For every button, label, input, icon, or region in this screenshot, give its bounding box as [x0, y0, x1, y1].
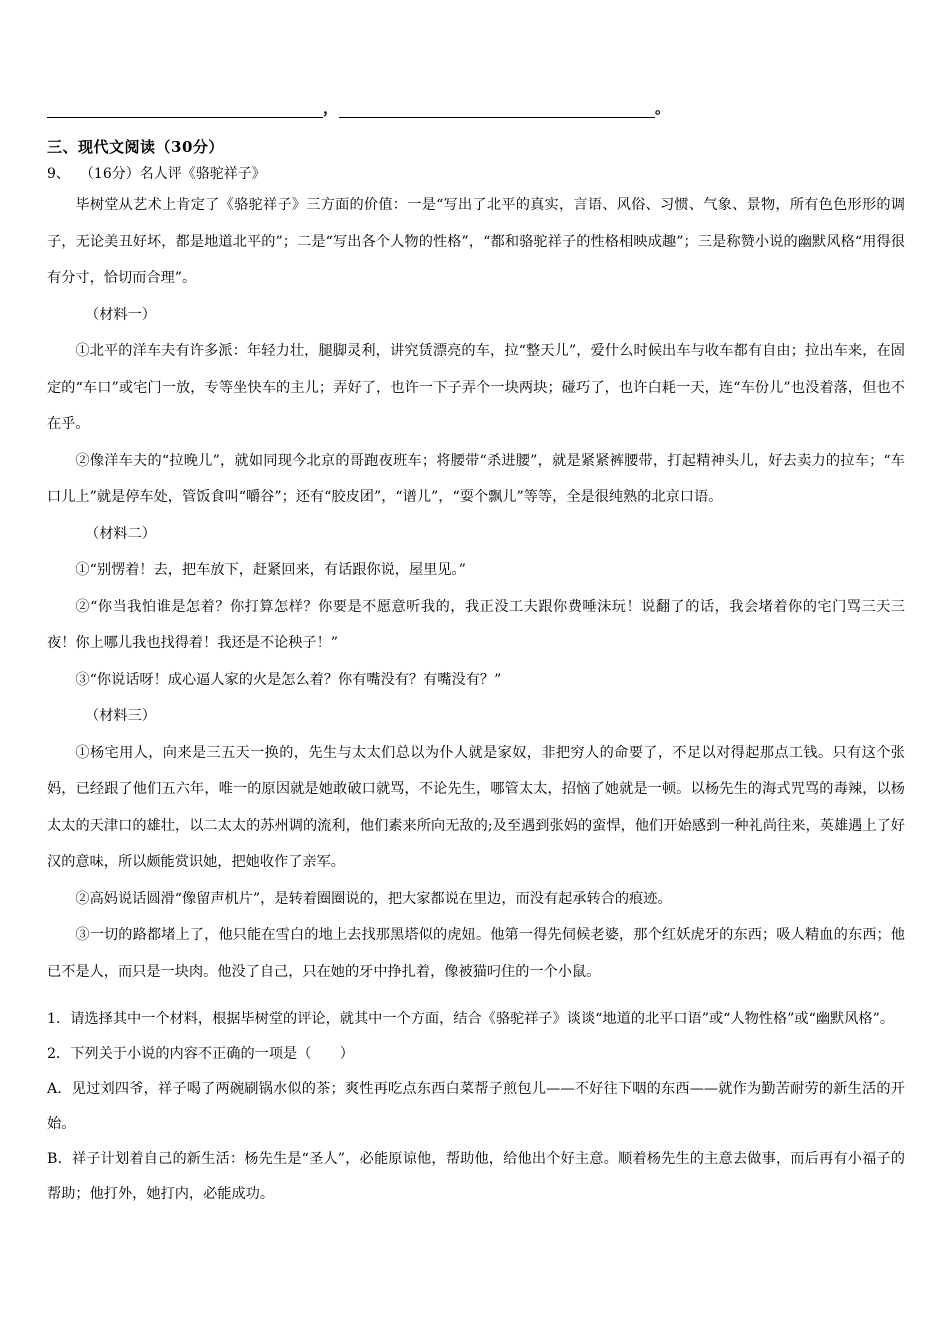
blank-separator: ， [323, 99, 339, 117]
material-3-para-1: ①杨宅用人，向来是三五天一换的，先生与太太们总以为仆人就是家奴，非把穷人的命要了，不足以对得起那点工钱。只有这个张妈，已经跟了他们五六年，唯一的原因就是她敢破口就骂，不论先生，哪管太太，招恼了她就是一顿。以杨先生的海式咒骂的毒辣，以杨太太的天津口的雄壮，以二太太的苏州调的流利，他们素来所向无敌的;及至遇到张妈的蛮悍，他们开始感到一种礼尚往来，英雄遇上了好汉的意味，所以颇能赏识她，把她收作了亲军。 [47, 744, 905, 870]
material-3-para-3: ③一切的路都堵上了，他只能在雪白的地上去找那黑塔似的虎妞。他第一得先伺候老婆，那个红妖虎牙的东西；吸人精血的东西；他已不是人，而只是一块肉。他没了自己，只在她的牙中挣扎着，像被猫叼住的一个小鼠。 [47, 927, 905, 980]
question-points: （16分）名人评《骆驼祥子》 [79, 166, 266, 182]
option-b[interactable]: B．祥子计划着自己的新生活：杨先生是“圣人”，必能原谅他，帮助他，给他出个好主意。顺着杨先生的主意去做事，而后再有小福子的帮助；他打外，她打内，必能成功。 [47, 1151, 905, 1202]
question-header [47, 163, 266, 183]
material-1-para-1: ①北平的洋车夫有许多派：年轻力壮，腿脚灵利，讲究赁漂亮的车，拉“整天儿”，爱什么时候出车与收车都有自由；拉出车来，在固定的“车口”或宅门一放，专等坐快车的主儿；弄好了，也许一下子弄个一块两块；碰巧了，也许白耗一天，连“车份儿”也没着落，但也不在乎。 [47, 343, 905, 432]
material-1-para-2: ②像洋车夫的“拉晚儿”，就如同现今北京的哥跑夜班车；将腰带“杀进腰”，就是紧紧裤腰带，打起精神头儿，好去卖力的拉车；“车口儿上”就是停车处，管饭食叫“嚼谷”；还有“胶皮团”，“谱儿”，“耍个飘儿”等等，全是很纯熟的北京口语。 [47, 452, 905, 505]
material-2-label: （材料二） [85, 525, 156, 542]
material-2-para-1: ①“别愣着！去，把车放下，赶紧回来，有话跟你说，屋里见。” [75, 562, 466, 578]
option-a[interactable]: A．见过刘四爷，祥子喝了两碗刷锅水似的茶；爽性再吃点东西白菜帮子煎包儿——不好往下咽的东西——就作为勤苦耐劳的新生活的开始。 [47, 1081, 905, 1132]
question-number: 9、 [47, 166, 70, 182]
material-2-para-3: ③“你说话呀！成心逼人家的火是怎么着？你有嘴没有？有嘴没有？” [75, 671, 502, 688]
blank-end: 。 [655, 99, 671, 117]
answer-blank-1[interactable] [47, 98, 323, 118]
sub-question-1: 1．请选择其中一个材料，根据毕树堂的评论，就其中一个方面，结合《骆驼祥子》谈谈“地道的北平口语”或“人物性格”或“幽默风格”。 [47, 1011, 895, 1027]
sub-questions [47, 1002, 905, 1212]
sub-question-2: 2．下列关于小说的内容不正确的一项是（ ） [47, 1046, 354, 1062]
material-3-label: （材料三） [85, 708, 156, 724]
answer-blank-2[interactable] [339, 98, 655, 118]
answer-blank-row [47, 97, 669, 121]
material-3-para-2: ②高妈说话圆滑“像留声机片”，是转着圈圈说的，把大家都说在里边，而没有起承转合的痕迹。 [75, 890, 672, 907]
material-1-label: （材料一） [85, 306, 156, 323]
section-title: 三、现代文阅读（30分） [47, 138, 224, 156]
material-2-para-2: ②“你当我怕谁是怎着？你打算怎样？你要是不愿意听我的，我正没工夫跟你费唾沫玩！说翻了的话，我会堵着你的宅门骂三天三夜！你上哪儿我也找得着！我还是不论秧子！” [47, 598, 905, 651]
reading-passage [47, 187, 905, 990]
intro-paragraph: 毕树堂从艺术上肯定了《骆驼祥子》三方面的价值：一是“写出了北平的真实，言语、风俗、习惯、气象、景物，所有色色形形的调子，无论美丑好坏，都是地道北平的”；二是“写出各个人物的性格”，“都和骆驼祥子的性格相映成趣”；三是称赞小说的幽默风格“用得很有分寸，恰切而合理”。 [47, 197, 905, 286]
